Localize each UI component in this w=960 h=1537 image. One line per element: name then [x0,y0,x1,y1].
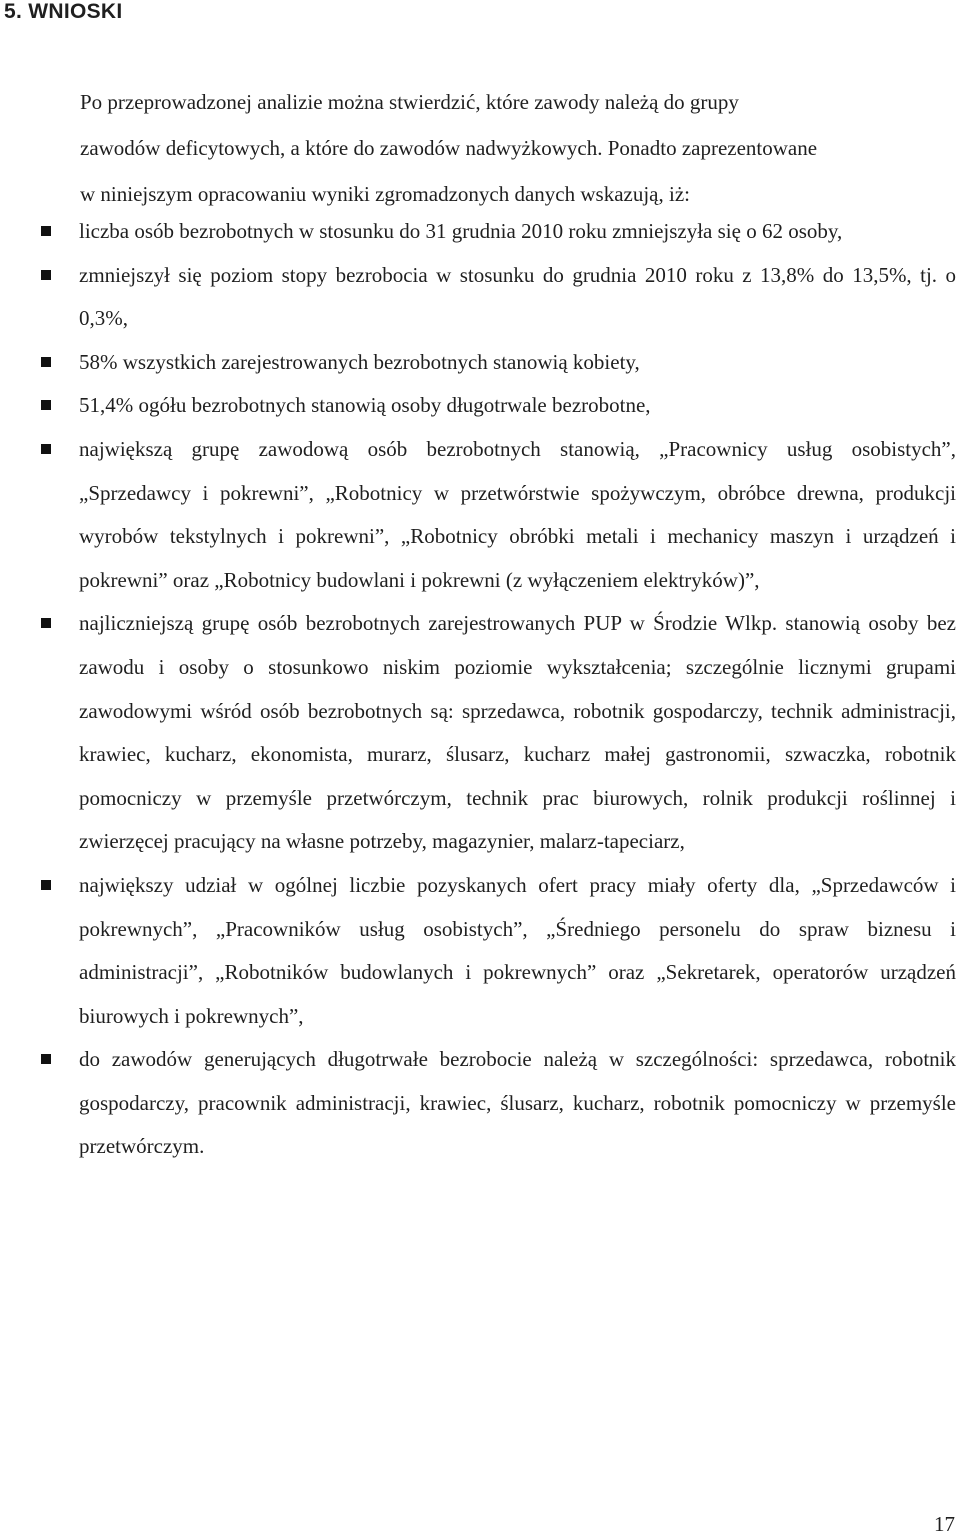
list-item-text: największą grupę zawodową osób bezrobotnych stanowią, „Pracownicy usług osobistych”, „Sprzedawcy i pokrewni”, „Robotnicy w przetwórstwie spożywczym, obróbce drewna, produkcji wyrobów tekstylnych i pokrewni”, „Robotnicy obróbki metali i mechanicy maszyn i urządzeń i pokrewni” oraz „Robotnicy budowlani i pokrewni (z wyłączeniem elektryków)”, [79,436,956,592]
list-item [0,341,958,385]
intro-line: zawodów deficytowych, a które do zawodów nadwyżkowych. Ponadto zaprezentowane [80,136,818,160]
square-bullet-icon [41,880,51,890]
list-item [0,864,958,1038]
list-item-text: 51,4% ogółu bezrobotnych stanowią osoby długotrwale bezrobotne, [79,393,651,418]
intro-paragraph [38,79,956,217]
list-item [0,428,958,602]
page-number: 17 [934,1512,955,1536]
list-item [0,1038,958,1169]
intro-line: Po przeprowadzonej analizie można stwierdzić, które zawody należą do grupy [80,90,739,114]
list-item [0,254,958,341]
list-item [0,210,958,254]
square-bullet-icon [41,400,51,410]
square-bullet-icon [41,444,51,454]
section-heading: 5. WNIOSKI [4,0,123,23]
square-bullet-icon [41,357,51,367]
square-bullet-icon [41,618,51,628]
conclusions-list [0,210,958,1169]
list-item [0,602,958,864]
square-bullet-icon [41,1054,51,1064]
square-bullet-icon [41,270,51,280]
intro-line: w niniejszym opracowaniu wyniki zgromadzonych danych wskazują, iż: [80,182,690,206]
list-item-text: najliczniejszą grupę osób bezrobotnych zarejestrowanych PUP w Środzie Wlkp. stanowią osoby bez zawodu i osoby o stosunkowo niskim poziomie wykształcenia; szczególnie licznymi grupami zawodowymi wśród osób bezrobotnych są: sprzedawca, robotnik gospodarczy, technik administracji, krawiec, kucharz, ekonomista, murarz, ślusarz, kucharz małej gastronomii, szwaczka, robotnik pomocniczy w przemyśle przetwórczym, technik prac biurowych, rolnik produkcji roślinnej i zwierzęcej pracujący na własne potrzeby, magazynier, malarz-tapeciarz, [79,611,956,854]
list-item-text: 58% wszystkich zarejestrowanych bezrobotnych stanowią kobiety, [79,349,640,374]
list-item [0,384,958,428]
square-bullet-icon [41,226,51,236]
list-item-text: zmniejszył się poziom stopy bezrobocia w stosunku do grudnia 2010 roku z 13,8% do 13,5%, tj. o 0,3%, [79,262,956,331]
list-item-text: do zawodów generujących długotrwałe bezrobocie należą w szczególności: sprzedawca, robotnik gospodarczy, pracownik administracji, krawiec, ślusarz, kucharz, robotnik pomocniczy w przemyśle przetwórczym. [79,1047,956,1159]
list-item-text: największy udział w ogólnej liczbie pozyskanych ofert pracy miały oferty dla, „Sprzedawców i pokrewnych”, „Pracowników usług osobistych”, „Średniego personelu do spraw biznesu i administracji”, „Robotników budowlanych i pokrewnych” oraz „Sekretarek, operatorów urządzeń biurowych i pokrewnych”, [79,872,956,1028]
list-item-text: liczba osób bezrobotnych w stosunku do 31 grudnia 2010 roku zmniejszyła się o 62 osoby, [79,219,843,243]
